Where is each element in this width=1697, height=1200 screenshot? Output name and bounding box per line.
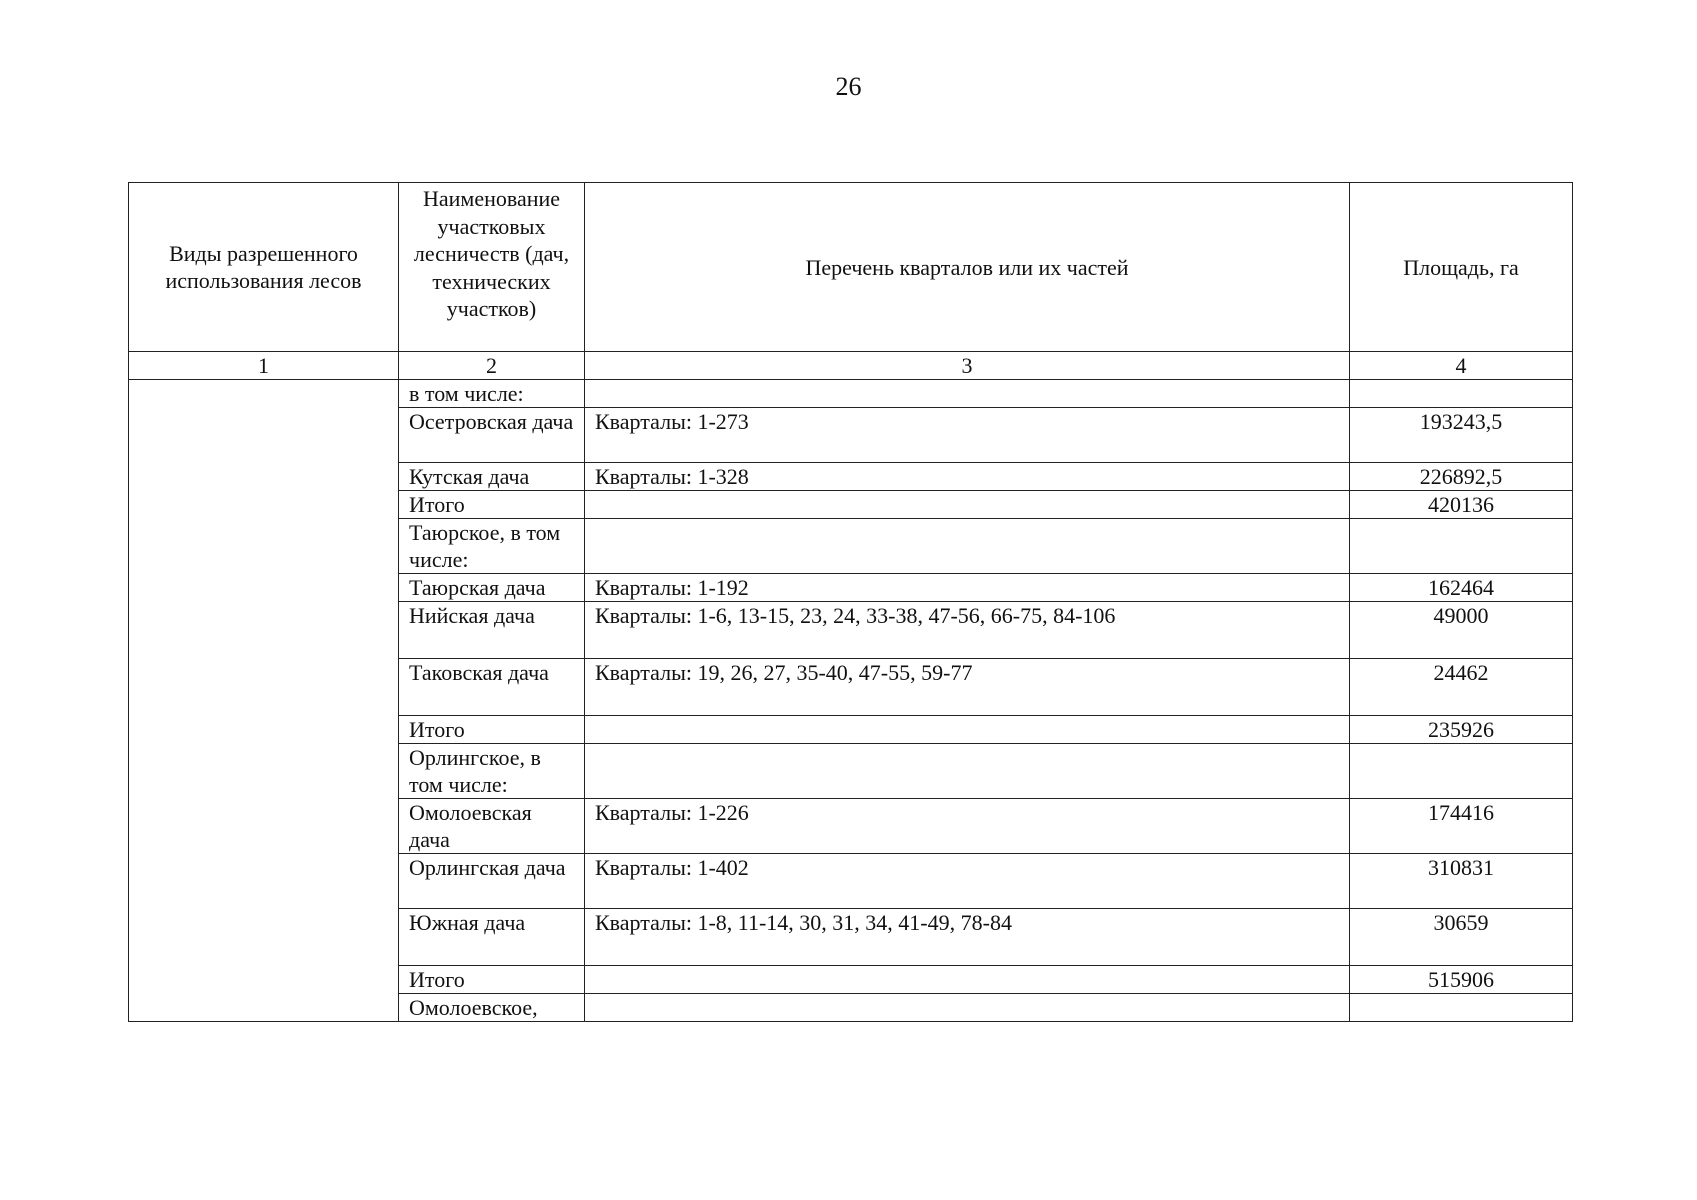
quarters-cell <box>585 519 1350 574</box>
header-forestry-name: Наименование участковых лесничеств (дач, технических участков) <box>399 183 585 352</box>
quarters-cell <box>585 716 1350 744</box>
area-cell: 30659 <box>1350 909 1573 966</box>
area-cell: 49000 <box>1350 602 1573 659</box>
total-area-cell: 515906 <box>1350 966 1573 994</box>
forestry-name-cell: Кутская дача <box>399 463 585 491</box>
header-area: Площадь, га <box>1350 183 1573 352</box>
area-cell: 174416 <box>1350 799 1573 854</box>
quarters-cell: Кварталы: 1-226 <box>585 799 1350 854</box>
forestry-name-cell: Орлингское, в том числе: <box>399 744 585 799</box>
area-cell <box>1350 744 1573 799</box>
quarters-cell: Кварталы: 1-6, 13-15, 23, 24, 33-38, 47-56, 66-75, 84-106 <box>585 602 1350 659</box>
column-number-row <box>129 352 1573 380</box>
table-header-row <box>129 183 1573 352</box>
quarters-cell <box>585 744 1350 799</box>
usage-type-cell <box>129 380 399 1022</box>
quarters-cell: Кварталы: 19, 26, 27, 35-40, 47-55, 59-77 <box>585 659 1350 716</box>
quarters-cell <box>585 380 1350 408</box>
area-cell: 310831 <box>1350 854 1573 909</box>
total-label-cell: Итого <box>399 491 585 519</box>
total-label-cell: Итого <box>399 716 585 744</box>
header-quarters-list: Перечень кварталов или их частей <box>585 183 1350 352</box>
column-number: 3 <box>585 352 1350 380</box>
quarters-cell <box>585 491 1350 519</box>
total-label-cell: Итого <box>399 966 585 994</box>
total-area-cell: 420136 <box>1350 491 1573 519</box>
forest-quarters-table <box>128 182 1573 1022</box>
column-number: 4 <box>1350 352 1573 380</box>
table-row <box>129 380 1573 408</box>
column-number: 1 <box>129 352 399 380</box>
forestry-name-cell: Омолоевское, <box>399 994 585 1022</box>
quarters-cell <box>585 966 1350 994</box>
area-cell <box>1350 380 1573 408</box>
forestry-name-cell: Омолоевская дача <box>399 799 585 854</box>
quarters-cell: Кварталы: 1-192 <box>585 574 1350 602</box>
area-cell: 162464 <box>1350 574 1573 602</box>
quarters-cell: Кварталы: 1-273 <box>585 408 1350 463</box>
quarters-cell: Кварталы: 1-8, 11-14, 30, 31, 34, 41-49, 78-84 <box>585 909 1350 966</box>
area-cell <box>1350 994 1573 1022</box>
column-number: 2 <box>399 352 585 380</box>
area-cell <box>1350 519 1573 574</box>
area-cell: 24462 <box>1350 659 1573 716</box>
quarters-cell: Кварталы: 1-328 <box>585 463 1350 491</box>
quarters-cell <box>585 994 1350 1022</box>
forestry-name-cell: Таюрская дача <box>399 574 585 602</box>
forestry-name-cell: Нийская дача <box>399 602 585 659</box>
forestry-name-cell: Таюрское, в том числе: <box>399 519 585 574</box>
forestry-name-cell: в том числе: <box>399 380 585 408</box>
total-area-cell: 235926 <box>1350 716 1573 744</box>
forestry-name-cell: Таковская дача <box>399 659 585 716</box>
forestry-name-cell: Южная дача <box>399 909 585 966</box>
quarters-cell: Кварталы: 1-402 <box>585 854 1350 909</box>
area-cell: 226892,5 <box>1350 463 1573 491</box>
forestry-name-cell: Орлингская дача <box>399 854 585 909</box>
area-cell: 193243,5 <box>1350 408 1573 463</box>
forestry-name-cell: Осетровская дача <box>399 408 585 463</box>
header-usage-types: Виды разрешенного использования лесов <box>129 183 399 352</box>
page-number: 26 <box>835 72 862 101</box>
